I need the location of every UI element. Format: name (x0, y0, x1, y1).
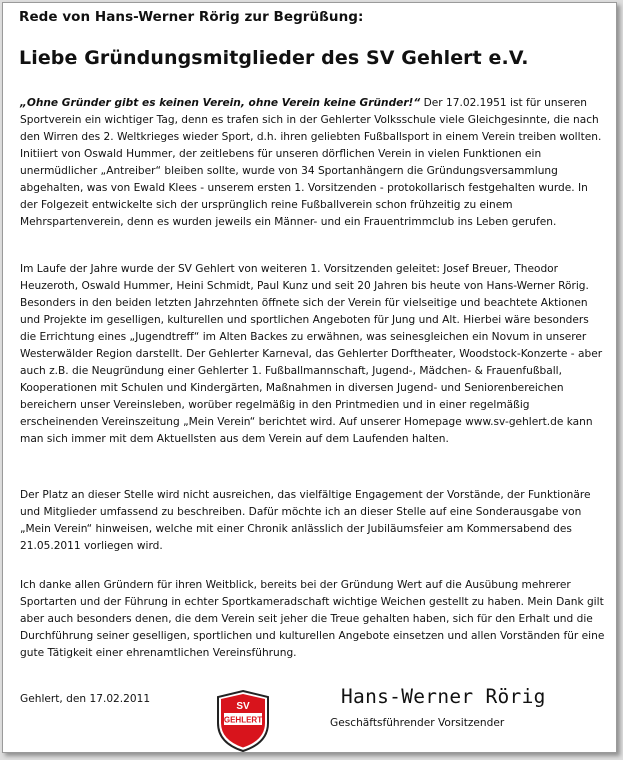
speech-heading: Rede von Hans-Werner Rörig zur Begrüßung: (19, 9, 364, 25)
paragraph-1-text: Der 17.02.1951 ist für unseren Sportverein ein wichtiger Tag, denn es trafen sich in der Gehlerter Volksschule viele Gleichgesinnte, die nach den Wirren des 2. Weltkrieges wieder Sport, d.h. ihren geliebten Fußballsport in einem Verein treiben wollten. Initiiert von Oswald Hummer, der zeitlebens für unseren dörflichen Verein in vielen Funktionen ein unermüdlicher „Antreiber“ bleiben sollte, wurde von 34 Sportanhängern die Gründungsversammlung abgehalten, was von Ewald Klees - unserem ersten 1. Vorsitzenden - protokollarisch festgehalten wurde. In der Folgezeit entwickelte sich der ursprünglich reine Fußballverein schon frühzeitig zu einem Mehrspartenverein, denn es wurden jeweils ein Männer- und ein Frauentrimmclub ins Leben gerufen. (20, 97, 602, 228)
paragraph-1 (20, 95, 606, 231)
paragraph-2: Im Laufe der Jahre wurde der SV Gehlert von weiteren 1. Vorsitzenden geleitet: Josef Breuer, Theodor Heuzeroth, Oswald Hummer, Heini Schmidt, Paul Kunz und seit 20 Jahren bis heute von Hans-Werner Rörig. Besonders in den beiden letzten Jahrzehnten öffnete sich der Verein für vielseitige und beachtete Aktionen und Projekte im geselligen, kulturellen und sportlichen Angeboten für Jung und Alt. Hierbei wäre besonders die Errichtung eines „Jugendtreff“ im Alten Backes zu erwähnen, was seinesgleichen ein Novum in unserer Westerwälder Region darstellt. Der Gehlerter Karneval, das Gehlerter Dorftheater, Woodstock-Konzerte - aber auch z.B. die Neugründung einer Gehlerter 1. Fußballmannschaft, Jugend-, Mädchen- & Frauenfußball, Kooperationen mit Schulen und Kindergärten, Maßnahmen in diversen Jugend- und Seniorenbereichen bereichern unser Vereinsleben, worüber regelmäßig in den Printmedien und in einer regelmäßig erscheinenden Vereinszeitung „Mein Verein“ berichtet wird. Auf unserer Homepage www.sv-gehlert.de kann man sich immer mit dem Aktuellsten aus dem Verein auf dem Laufenden halten. (20, 263, 603, 445)
club-crest-icon (215, 689, 271, 753)
logo-top-text: SV (236, 701, 250, 712)
signature-role: Geschäftsführender Vorsitzender (330, 717, 505, 729)
place-date: Gehlert, den 17.02.2011 (20, 693, 151, 705)
document-page (2, 2, 617, 753)
opening-quote: „Ohne Gründer gibt es keinen Verein, ohne Verein keine Gründer!“ (20, 97, 421, 109)
signature-name: Hans-Werner Rörig (341, 685, 546, 708)
paragraph-4: Ich danke allen Gründern für ihren Weitblick, bereits bei der Gründung Wert auf die Ausübung mehrerer Sportarten und der Führung in echter Sportkameradschaft wichtige Weichen gestellt zu haben. Mein Dank gilt aber auch besonders denen, die dem Verein seit jeher die Treue gehalten haben, sich für den Erhalt und die Durchführung seiner geselligen, sportlichen und kulturellen Angebote einsetzen und allen Vorständen für eine gute Tätigkeit einer ehrenamtlichen Vereinsführung. (20, 579, 605, 659)
page-title: Liebe Gründungsmitglieder des SV Gehlert e.V. (19, 47, 529, 69)
paragraph-3: Der Platz an dieser Stelle wird nicht ausreichen, das vielfältige Engagement der Vorstände, der Funktionäre und Mitglieder umfassend zu beschreiben. Dafür möchte ich an dieser Stelle auf eine Sonderausgabe von „Mein Verein“ hinweisen, welche mit einer Chronik anlässlich der Jubiläumsfeier am Kommersabend des 21.05.2011 vorliegen wird. (20, 489, 591, 552)
logo-bottom-text: GEHLERT (223, 715, 263, 725)
